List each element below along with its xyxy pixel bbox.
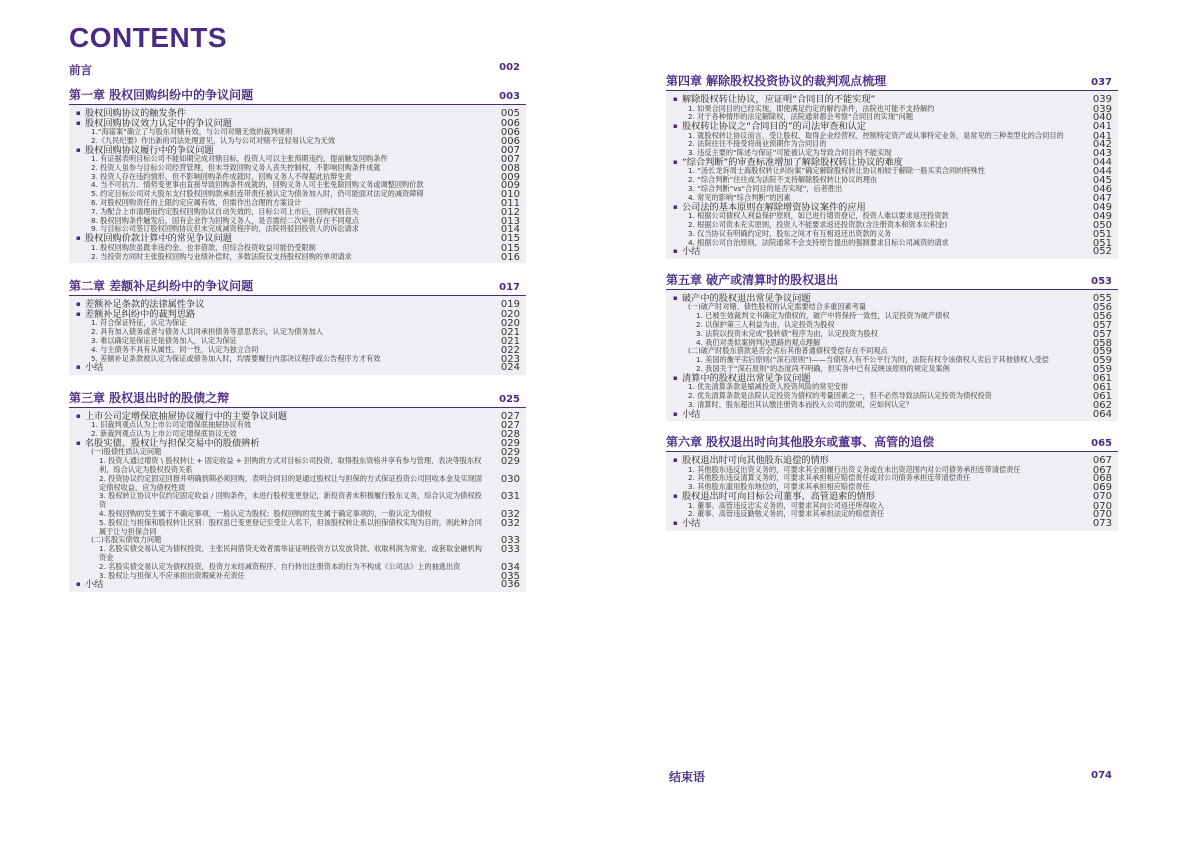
entry-text: 1. 有证据表明目标公司不能如期完成对赌目标，投资人可以主张预期违约，提前触发回购条件: [91, 154, 388, 164]
entry-text: 小结: [85, 579, 104, 591]
entry-text: 1. 股权回购款虽既非违约金、也非借款，但综合投资收益可能仍受限制: [91, 242, 316, 252]
entry-page: 044: [1092, 156, 1112, 168]
chapter-entries: [666, 452, 1118, 530]
entry-page: 061: [1092, 391, 1112, 403]
entry-page: 033: [500, 544, 520, 556]
toc-subsection[interactable]: [672, 401, 1112, 410]
entry-text: 2. 对于各种情形的法定解除权，法院通常都会考察“合同目的实现”问题: [688, 112, 914, 122]
entry-text: 2. 其他股东违反清算义务的，可要求其承担相应赔偿责任或对公司债务承担连带清偿责任: [688, 473, 971, 483]
chapter-page: 003: [499, 91, 520, 102]
entry-text: 2. 名股实债交易认定为债权投资，投资方未经减资程序、自行转出注册资本的行为不构成《公司法》上的抽逃出资: [99, 561, 461, 571]
entry-text: 差额补足纠纷中的裁判思路: [85, 308, 196, 320]
entry-text: 1. 董事、高管违反忠实义务的，可要求其向公司返还所得收入: [688, 500, 885, 510]
entry-text: 小结: [682, 518, 701, 530]
entry-text: 3. 其他股东滥用股东地位的，可要求其承担相应赔偿责任: [688, 482, 870, 492]
entry-page: 029: [500, 456, 520, 468]
entry-page: 044: [1092, 166, 1112, 178]
chapter: [69, 389, 526, 592]
conclusion-page: 074: [1091, 770, 1112, 781]
toc-subsection[interactable]: [672, 239, 1112, 248]
entry-page: 006: [500, 117, 520, 129]
entry-text: 1. 符合保证特征，认定为保证: [91, 318, 187, 328]
entry-text: 4. 当不可抗力、情势变更事由直接导致回购条件成就的，回购义务人可主张免除回购义务或调整回购价款: [91, 180, 424, 190]
entry-page: 056: [1092, 302, 1112, 314]
chapter: [666, 271, 1118, 421]
entry-page: 016: [500, 251, 520, 263]
entry-text: 6. 对股权回购责任的上限约定应属有效，但需作出合理的方案设计: [91, 198, 302, 208]
chapter: [666, 433, 1118, 530]
toc-subsection[interactable]: [75, 572, 520, 581]
entry-page: 029: [500, 447, 520, 459]
entry-page: 028: [500, 429, 520, 441]
chapter-heading[interactable]: [666, 72, 1118, 91]
entry-page: 042: [1092, 139, 1112, 151]
entry-page: 041: [1092, 130, 1112, 142]
chapter-title: 第一章 股权回购纠纷中的争议问题: [69, 88, 254, 102]
toc-subsection[interactable]: [75, 253, 520, 262]
entry-text: 4. 根据公司自治原则，法院通常不会支持原告提出的强制要求目标公司减资的请求: [688, 237, 949, 247]
entry-text: 名股实债、股权让与担保交易中的股债辨析: [85, 437, 260, 449]
entry-text: 1. 根据公司债权人利益保护原则，如已进行增资登记，投资人难以要求返还投资款: [688, 211, 949, 221]
entry-page: 070: [1092, 491, 1112, 503]
entry-page: 035: [500, 570, 520, 582]
entry-text: 股权退出时可向目标公司董事、高管追索的情形: [682, 491, 875, 503]
entry-page: 058: [1092, 337, 1112, 349]
entry-page: 070: [1092, 500, 1112, 512]
toc-subsection[interactable]: [75, 519, 520, 537]
entry-page: 010: [500, 189, 520, 201]
entry-text: 清算中的股权退出常见争议问题: [682, 372, 811, 384]
entry-page: 051: [1092, 237, 1112, 249]
entry-text: 3. 投资人存在违约情形，但不影响回购条件成就时，回购义务人不得据此抗辩免责: [91, 171, 352, 181]
chapter-title: 第六章 股权退出时向其他股东或董事、高管的追偿: [666, 435, 935, 450]
page-title: CONTENTS: [69, 22, 227, 53]
entry-page: 041: [1092, 121, 1112, 133]
preface-page: 002: [499, 62, 520, 73]
toc-subsection[interactable]: [672, 510, 1112, 519]
entry-page: 030: [500, 473, 520, 485]
entry-text: (二)名股实债效力问题: [91, 535, 162, 545]
chapter-entries: [69, 105, 526, 263]
entry-text: 5. 差额补足条款被认定为保证或债务加入时，均需要履行内部决议程序或公告程序方才有效: [91, 353, 381, 363]
entry-text: 2. 董事、高管违反勤勉义务的，可要求其承担法定的赔偿责任: [688, 509, 885, 519]
entry-page: 039: [1092, 94, 1112, 105]
entry-page: 022: [500, 344, 520, 356]
entry-text: 2. “综合判断”往往成为法院不支持解除股权转让协议的理由: [688, 175, 878, 185]
entry-page: 068: [1092, 473, 1112, 485]
entry-page: 011: [500, 198, 520, 210]
entry-text: 1. 如果合同目的已经实现，即使满足约定的解约条件，法院也可能不支持解约: [688, 103, 935, 113]
entry-text: 2. 新裁判观点认为上市公司定增保底协议无效: [91, 429, 237, 439]
entry-text: 3. “综合判断”vs“合同目的是否实现”，后者胜出: [688, 184, 843, 194]
entry-text: 小结: [682, 408, 701, 420]
entry-page: 021: [500, 327, 520, 339]
chapter-heading[interactable]: [69, 389, 526, 408]
entry-page: 047: [1092, 192, 1112, 204]
chapter: [69, 277, 526, 374]
entry-page: 032: [500, 517, 520, 529]
entry-text: 3. 仅当协议有明确约定时，股东之间才有互相返还出资款的义务: [688, 228, 892, 238]
entry-page: 021: [500, 335, 520, 347]
entry-text: 2. 优先清算条款是法院认定投资为债权的考量因素之一，但不必然导致法院认定投资为债权投资: [688, 391, 992, 401]
chapter-title: 第三章 股权退出时的股债之辩: [69, 390, 230, 405]
entry-text: 1. 旧裁判观点认为上市公司定增保底抽屉协议有效: [91, 420, 252, 430]
entry-page: 049: [1092, 201, 1112, 213]
chapter-page: 017: [499, 282, 520, 294]
entry-text: 1. 优先清算条款是缩减投资人投资风险的常见安排: [688, 382, 849, 392]
entry-page: 057: [1092, 319, 1112, 331]
entry-page: 040: [1092, 112, 1112, 124]
entry-page: 055: [1092, 292, 1112, 304]
entry-text: 1. 美国的衡平劣后原则(“深石原则”)——当债权人有不公平行为时，法院有权令该债权人劣后于其他债权人受偿: [696, 355, 1049, 365]
entry-page: 034: [500, 561, 520, 573]
entry-page: 056: [1092, 311, 1112, 323]
entry-page: 036: [500, 579, 520, 591]
toc-section[interactable]: [672, 247, 1112, 257]
entry-text: 股权回购协议的触发条件: [85, 108, 187, 119]
entry-page: 009: [500, 171, 520, 183]
entry-page: 046: [1092, 184, 1112, 196]
entry-text: 9. 与目标公司签订股权回购协议但未完成减资程序的，法院将驳回投资人的诉讼请求: [91, 224, 359, 234]
entry-text: 2. 法院往往不接受将商业预期作为合同目的: [688, 139, 827, 149]
entry-page: 070: [1092, 509, 1112, 521]
left-column: [69, 62, 526, 592]
entry-text: 解除股权转让协议，应证明“合同目的不能实现”: [682, 94, 876, 105]
entry-page: 006: [500, 127, 520, 138]
entry-page: 013: [500, 215, 520, 227]
entry-page: 061: [1092, 382, 1112, 394]
toc-subsection[interactable]: [75, 492, 520, 510]
entry-page: 059: [1092, 355, 1112, 367]
conclusion-label: 结束语: [669, 770, 706, 784]
chapter-page: 053: [1091, 275, 1112, 287]
entry-text: 2. 当投资方同时主张股权回购与业绩补偿时，多数法院仅支持股权回购的单项请求: [91, 251, 352, 261]
entry-page: 014: [500, 224, 520, 236]
entry-text: 1. 其他股东违反出资义务的，可要求其全面履行出资义务或在未出资范围内对公司债务承担连带清偿责任: [688, 464, 1021, 474]
entry-page: 006: [500, 135, 520, 147]
entry-text: 4. 股权回购的发生属于不确定事项，一般认定为股权；股权回购的发生属于确定事项的，一般认定为债权: [99, 509, 432, 519]
entry-page: 057: [1092, 328, 1112, 340]
entry-text: 股权回购价款计算中的常见争议问题: [85, 233, 232, 245]
entry-text: 4. 常见的影响“综合判断”的因素: [688, 192, 791, 202]
entry-text: “综合判断”的审查标准增加了解除股权转让协议的难度: [682, 156, 903, 168]
entry-page: 045: [1092, 175, 1112, 187]
chapter-page: 037: [1091, 77, 1112, 88]
entry-page: 061: [1092, 372, 1112, 384]
chapter: [666, 72, 1118, 259]
entry-text: 2.《九民纪要》作出新的司法处理意见，认为与公司对赌不宜轻易认定为无效: [91, 135, 336, 145]
entry-page: 023: [500, 353, 520, 365]
entry-text: 股权转让协议之“合同目的”的司法审查和认定: [682, 121, 867, 133]
entry-text: 2. 具有加入债务或者与债务人共同承担债务等意思表示，认定为债务加入: [91, 327, 323, 337]
toc-section[interactable]: [672, 410, 1112, 420]
entry-page: 008: [500, 162, 520, 174]
entry-text: 破产中的股权退出常见争议问题: [682, 292, 811, 304]
toc-section[interactable]: [672, 519, 1112, 529]
entry-text: 小结: [682, 246, 701, 258]
preface-label: 前言: [69, 63, 92, 77]
entry-page: 069: [1092, 482, 1112, 494]
chapter: [69, 86, 526, 263]
entry-page: 064: [1092, 408, 1112, 420]
entry-text: (二)破产时股东借款是否会劣后其他普通债权受偿存在不同观点: [688, 346, 888, 356]
entry-text: 差额补足条款的法律属性争议: [85, 299, 205, 311]
entry-page: 050: [1092, 219, 1112, 231]
entry-page: 019: [500, 299, 520, 311]
entry-text: 公司法的基本原则在解除增资协议案件的应用: [682, 201, 866, 213]
entry-text: 7. 为配合上市清理而约定股权回购协议自动失效的，目标公司上市后，回购权则丧失: [91, 206, 359, 216]
entry-text: 2. 投资协议约定固定回报并明确到期必须回购，表明合同目的是通过股权让与担保的方式保证投资公司回收本金及实现固定债权收益，应为债权性质: [99, 473, 482, 492]
toc-subsection[interactable]: [75, 355, 520, 364]
entry-page: 029: [500, 437, 520, 449]
conclusion-entry[interactable]: [669, 768, 1118, 784]
entry-text: 3. 法院以投资未完成“股转债”程序为由，认定投资为股权: [696, 328, 878, 338]
chapter-heading[interactable]: [69, 277, 526, 296]
entry-text: 2. 根据公司资本充实原则，投资人不能要求返还投资款(含注册资本和资本公积金): [688, 219, 948, 229]
entry-page: 007: [500, 154, 520, 166]
toc-section[interactable]: [75, 580, 520, 590]
chapter-entries: [69, 296, 526, 374]
entry-page: 062: [1092, 399, 1112, 411]
toc-subsection[interactable]: [75, 545, 520, 563]
entry-text: 3. 清算时，股东超出其认缴注册资本而投入公司的款项，应如何认定？: [688, 399, 913, 409]
entry-page: 067: [1092, 455, 1112, 467]
entry-page: 059: [1092, 363, 1112, 375]
entry-page: 049: [1092, 211, 1112, 223]
chapter-page: 025: [499, 393, 520, 405]
entry-text: 1. 就股权转让协议而言，受让股权、取得企业经营权、控制特定资产或从事特定业务，是常见的三种类型化的合同目的: [688, 130, 1064, 140]
entry-page: 059: [1092, 346, 1112, 358]
toc-subsection[interactable]: [75, 457, 520, 475]
chapter-entries: [666, 91, 1118, 259]
entry-text: 1. 名股实债交易认定为债权投资，主张民间借贷无效者需举证证明投资方以发放贷款、收取利润为常业，或套取金融机构资金: [99, 544, 482, 562]
entry-page: 005: [500, 108, 520, 119]
entry-page: 007: [500, 144, 520, 156]
chapter-heading[interactable]: [69, 86, 526, 105]
entry-text: 1. 已被生效裁判文书确定为债权的，破产中将保持一致性，认定投资为破产债权: [696, 311, 950, 321]
toc-section[interactable]: [75, 363, 520, 373]
entry-text: 8. 股权回购条件触发后，国有企业作为回购义务人，是否需经二次审批存在不同观点: [91, 215, 359, 225]
entry-page: 051: [1092, 228, 1112, 240]
entry-page: 027: [500, 410, 520, 422]
entry-page: 024: [500, 362, 520, 374]
entry-page: 020: [500, 308, 520, 320]
entry-page: 009: [500, 180, 520, 192]
entry-text: 2. 我国关于“深石原则”的态度尚不明确，但实务中已有反映该原则的规定及案例: [696, 363, 950, 373]
entry-text: (一)破产时对赌、债性股权的认定需要结合多重因素考量: [688, 302, 867, 312]
entry-text: 5. 约定目标公司对大股东支付股权回购款承担连带责任被认定为债务加入时，仍可能面对法定的减资障碍: [91, 189, 424, 199]
entry-text: 股权退出时可向其他股东追偿的情形: [682, 455, 829, 467]
entry-text: 1.“海富案”确立了与股东对赌有效，与公司对赌无效的裁判规则: [91, 127, 293, 136]
chapter-page: 065: [1091, 438, 1112, 450]
entry-page: 039: [1092, 103, 1112, 115]
entry-page: 032: [500, 509, 520, 521]
chapter-title: 第四章 解除股权投资协议的裁判观点梳理: [666, 74, 887, 88]
entry-page: 067: [1092, 464, 1112, 476]
entry-text: 上市公司定增保底抽屉协议履行中的主要争议问题: [85, 410, 288, 422]
entry-text: 小结: [85, 362, 104, 374]
entry-text: 3. 股权转让协议中仅约定固定收益 / 回购条件，未进行股权变更登记，新投资者未积极履行股东义务，综合认定为债权投资: [99, 491, 482, 510]
entry-page: 015: [500, 233, 520, 245]
entry-text: 2. 以保护第三人利益为由，认定投资为股权: [696, 319, 835, 329]
chapter-title: 第五章 破产或清算时的股权退出: [666, 272, 839, 287]
preface-entry[interactable]: [69, 62, 526, 77]
chapter-entries: [666, 290, 1118, 421]
entry-page: 027: [500, 420, 520, 432]
chapter-heading[interactable]: [666, 433, 1118, 452]
entry-text: 3. 违反主要的“陈述与保证”可能被认定为导致合同目的不能实现: [688, 148, 892, 158]
entry-page: 015: [500, 242, 520, 254]
entry-text: 3. 难以确定是保证还是债务加入，认定为保证: [91, 335, 237, 345]
chapter-heading[interactable]: [666, 271, 1118, 290]
entry-page: 073: [1092, 518, 1112, 530]
entry-page: 052: [1092, 246, 1112, 258]
entry-page: 012: [500, 206, 520, 218]
chapter-entries: [69, 408, 526, 592]
entry-text: 3. 股权让与担保人不应承担出资瑕疵补充责任: [99, 570, 245, 580]
toc-subsection[interactable]: [75, 475, 520, 493]
entry-page: 031: [500, 491, 520, 503]
entry-text: 5. 股权让与担保和股权转让区别：股权虽已变更登记至受让人名下，但该股权转让系以担保债权实现为目的，则此种合同属于让与担保合同: [99, 517, 482, 536]
entry-text: 1. 投资人通过增资 \ 股权转让 + 固定收益 + 回购的方式对目标公司投资，取得股东资格并享有参与管理、表决等股东权利，综合认定为股权投资关系: [99, 456, 482, 475]
entry-text: 股权回购协议效力认定中的争议问题: [85, 117, 232, 129]
entry-text: (一)股债性质认定问题: [91, 447, 162, 457]
entry-text: 4. 我们对类似案例判决思路的观点理解: [696, 337, 821, 347]
right-column: [666, 72, 1118, 531]
entry-text: 股权回购协议履行中的争议问题: [85, 144, 214, 156]
entry-page: 043: [1092, 148, 1112, 160]
chapter-title: 第二章 差额补足纠纷中的争议问题: [69, 279, 254, 294]
entry-page: 033: [500, 535, 520, 547]
entry-text: 1. “汤长龙诉周士海股权转让纠纷案”确定解除股权转让协议相较于解除一般买卖合同的特殊性: [688, 166, 985, 176]
entry-text: 2. 投资人虽参与目标公司经营管理，但未导致回购义务人丧失控制权，不影响回购条件成就: [91, 162, 381, 172]
entry-text: 4. 与主债务不具有从属性、同一性，认定为独立合同: [91, 344, 259, 354]
entry-page: 020: [500, 318, 520, 330]
